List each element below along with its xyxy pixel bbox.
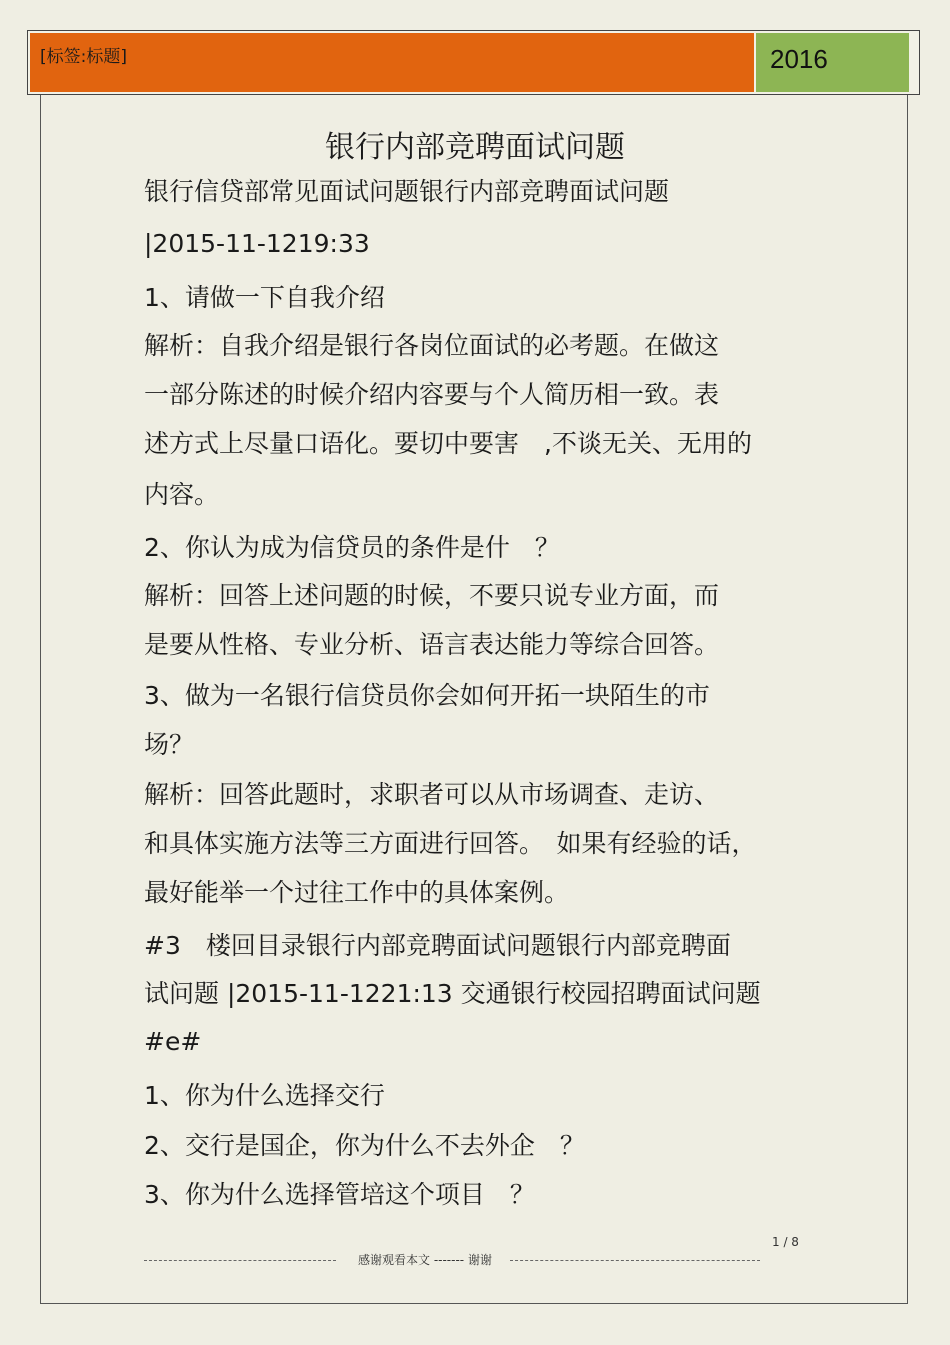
body-line: 解析：回答上述问题的时候，不要只说专业方面，而 [144,581,720,610]
body-line: #3 楼回目录银行内部竞聘面试问题银行内部竞聘面 [144,931,731,960]
page-number: 1 / 8 [772,1235,799,1249]
body-line: 试问题 |2015-11-1221:13 交通银行校园招聘面试问题 [144,979,761,1008]
header-year: 2016 [770,44,828,74]
body-line: 解析：回答此题时，求职者可以从市场调查、走访、 [144,780,720,809]
body-line: 2、交行是国企，你为什么不去外企 ？ [144,1131,585,1160]
body-line: 述方式上尽量口语化。要切中要害 ,不谈无关、无用的 [144,429,752,458]
body-line: 场？ [144,730,195,759]
document-title: 银行内部竞聘面试问题 [325,130,625,165]
header-tag: [标签:标题] [40,47,127,67]
body-line: 最好能举一个过往工作中的具体案例。 [144,878,570,907]
body-line: 内容。 [144,480,220,509]
body-line: 3、你为什么选择管培这个项目 ？ [144,1180,535,1209]
body-line: #e# [144,1027,202,1056]
body-line: 解析：自我介绍是银行各岗位面试的必考题。在做这 [144,331,720,360]
footer-dash-left [144,1260,336,1261]
body-line: |2015-11-1219:33 [144,229,370,258]
body-line: 1、你为什么选择交行 [144,1081,385,1110]
body-line: 3、做为一名银行信贷员你会如何开拓一块陌生的市 [144,681,710,710]
body-line: 和具体实施方法等三方面进行回答。 如果有经验的话， [144,829,757,858]
body-line: 一部分陈述的时候介绍内容要与个人简历相一致。表 [144,380,720,409]
body-line: 2、你认为成为信贷员的条件是什 ？ [144,533,560,562]
body-line: 是要从性格、专业分析、语言表达能力等综合回答。 [144,630,720,659]
footer-text: 感谢观看本文 ------- 谢谢 [358,1253,492,1267]
body-line: 1、请做一下自我介绍 [144,283,385,312]
body-line: 银行信贷部常见面试问题银行内部竞聘面试问题 [144,177,670,206]
footer-dash-right [510,1260,760,1261]
header-orange-block [30,33,754,92]
